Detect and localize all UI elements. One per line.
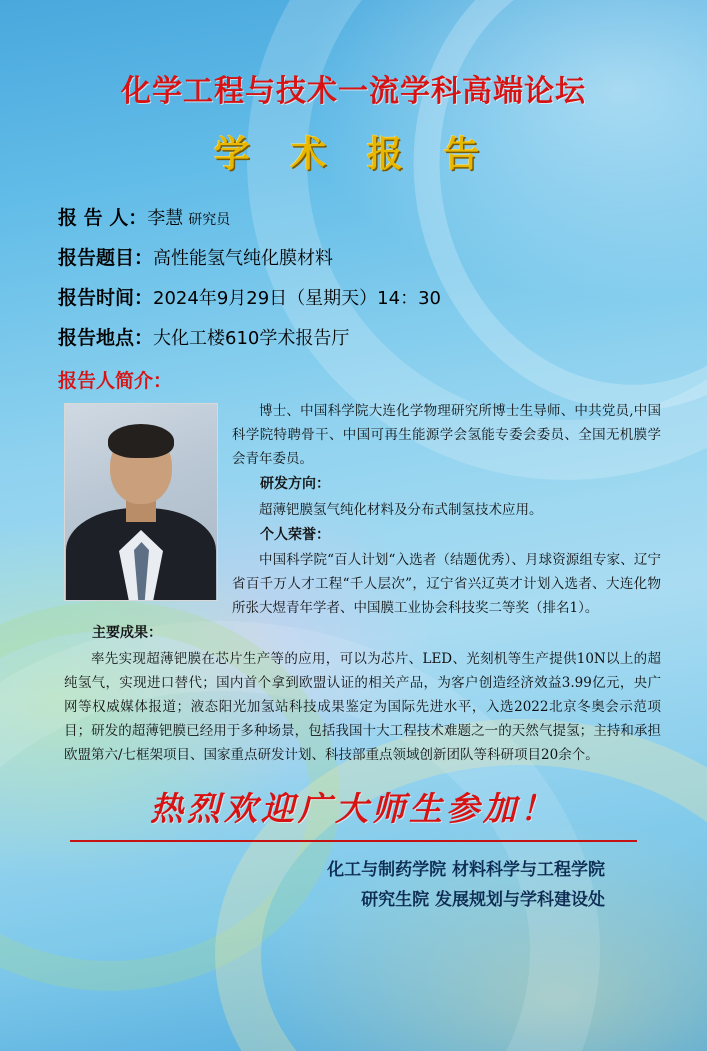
field-location-label: 报告地点： [58,327,154,349]
field-speaker-title: 研究员 [188,212,231,228]
field-speaker [58,203,671,230]
bio-paragraph-honors: 中国科学院“百人计划“入选者（结题优秀）、月球资源组专家、辽宁省百千万人才工程“千人层次”，辽宁省兴辽英才计划入选者、大连化物所张大煜青年学者、中国膜工业协会科技奖二等奖（排名1）。 [232,552,661,617]
footer-divider [70,840,637,842]
bio-subhead-research: 研发方向： [260,476,330,493]
field-speaker-value: 李慧 [147,208,184,229]
field-location [58,323,671,350]
welcome-slogan: 热烈欢迎广大师生参加！ [150,788,557,828]
field-time-label: 报告时间： [58,287,154,309]
field-location-value: 大化工楼610学术报告厅 [153,328,350,349]
bio-paragraph-achievements: 率先实现超薄钯膜在芯片生产等的应用，可以为芯片、LED、光刻机等生产提供10N以上的超纯氢气，实现进口替代；国内首个拿到欧盟认证的相关产品，为客户创造经济效益3.99亿元，央广网等权威媒体报道；液态阳光加氢站科技成果鉴定为国际先进水平，入选2022北京冬奥会示范项目；研发的超薄钯膜已经用于多种场景，包括我国十大工程技术难题之一的天然气提氢；主持和承担欧盟第六/七框架项目、国家重点研发计划、科技部重点领域创新团队等科研项目20余个。 [64,650,661,763]
bio-paragraph-research: 超薄钯膜氢气纯化材料及分布式制氢技术应用。 [259,501,543,518]
field-time-value: 2024年9月29日（星期天）14：30 [153,288,441,309]
bio-subhead-honors: 个人荣誉： [260,526,330,543]
bio-section-header: 报告人简介： [58,370,173,392]
footer-organizers [36,856,671,928]
bio-paragraph-intro: 博士、中国科学院大连化学物理研究所博士生导师、中共党员,中国科学院特聘骨干、中国可再生能源学会氢能专委会委员、全国无机膜学会青年委员。 [232,403,661,468]
bio-section [36,399,671,767]
field-topic-value: 高性能氢气纯化膜材料 [153,248,334,269]
portrait-hair-shape [108,424,174,458]
field-topic-label: 报告题目： [58,247,154,269]
footer-line-2: 研究生院 发展规划与学科建设处 [361,889,605,910]
info-field-list [36,203,671,350]
bio-subhead-achievements: 主要成果： [92,625,162,642]
field-speaker-label: 报 告 人： [58,207,148,229]
page-title: 化学工程与技术一流学科高端论坛 [121,74,586,109]
speaker-photo [64,403,218,601]
page-subtitle: 学 术 报 告 [213,134,494,175]
field-topic [58,243,671,270]
field-time [58,283,671,310]
footer-line-1: 化工与制药学院 材料科学与工程学院 [327,859,605,880]
